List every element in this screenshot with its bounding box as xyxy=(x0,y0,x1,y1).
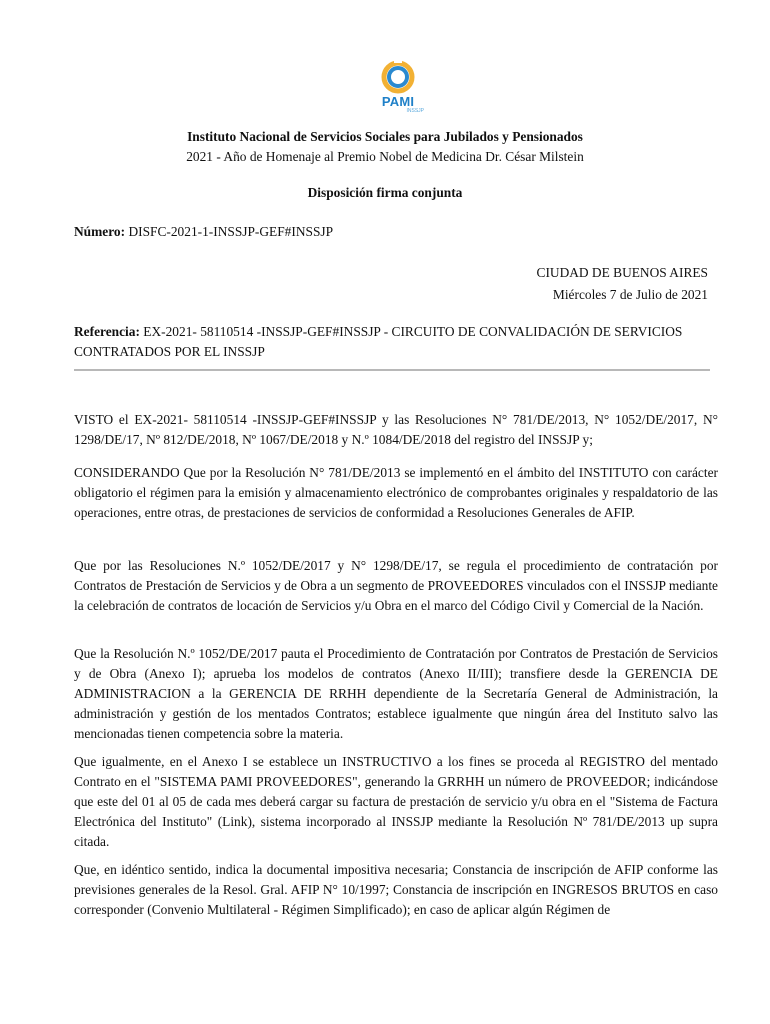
paragraph-anexo: Que la Resolución N.º 1052/DE/2017 pauta el Procedimiento de Contratación por Contratos de Prestación de Servicios y de Obra (Anexo I); aprueba los modelos de contratos (Anexo II/III); transfiere desde la GERENCIA DE ADMINISTRACION a la GERENCIA DE RRHH dependiente de la Secretaría General de Administración, la administración y gestión de los mentados Contratos; establece igualmente que ningún área del Instituto salvo las mencionadas tienen competencia sobre la materia. xyxy=(74,646,718,741)
document-type: Disposición firma conjunta xyxy=(307,185,463,200)
section-divider xyxy=(74,369,710,371)
pami-logo xyxy=(372,58,424,118)
paragraph-documental: Que, en idéntico sentido, indica la documental impositiva necesaria; Constancia de inscripción de AFIP conforme las previsiones generales de la Resol. Gral. AFIP N° 10/1997; Constancia de inscripción en INGRESOS BRUTOS en caso corresponder (Convenio Multilateral - Régimen Simplificado); en caso de aplicar algún Régimen de xyxy=(74,862,718,917)
logo-brand-text: PAMI xyxy=(381,94,415,109)
date: Miércoles 7 de Julio de 2021 xyxy=(552,287,708,302)
number-label: Número: xyxy=(74,224,126,239)
reference-line-2: CONTRATADOS POR EL INSSJP xyxy=(74,344,265,359)
paragraph-instructivo: Que igualmente, en el Anexo I se establece un INSTRUCTIVO a los fines se proceda al REGISTRO del mentado Contrato en el "SISTEMA PAMI PROVEEDORES", generando la GRRHH un número de PROVEEDOR; indicándose que este del 01 al 05 de cada mes deberá cargar su factura de prestación de servicio y/u obra en el "Sistema de Factura Electrónica del Instituto" (Link), sistema incorporado al INSSJP mediante la Resolución Nº 781/DE/2013 up supra citada. xyxy=(74,754,718,849)
year-motto: 2021 - Año de Homenaje al Premio Nobel de Medicina Dr. César Milstein xyxy=(186,149,584,164)
reference-label: Referencia: xyxy=(74,324,140,339)
city: CIUDAD DE BUENOS AIRES xyxy=(536,265,708,280)
reference-line-1 xyxy=(74,322,682,342)
pami-logo-icon xyxy=(372,58,424,98)
document-number xyxy=(74,222,333,242)
logo-sub-text: INSSJP xyxy=(406,108,424,114)
paragraph-resoluciones: Que por las Resoluciones N.º 1052/DE/2017 y N° 1298/DE/17, se regula el procedimiento de contratación por Contratos de Prestación de Servicios y de Obra a un segmento de PROVEEDORES vinculados con el INSSJP mediante la celebración de contratos de locación de Servicios y/u Obra en el marco del Código Civil y Comercial de la Nación. xyxy=(74,558,718,613)
paragraph-considerando: CONSIDERANDO Que por la Resolución N° 781/DE/2013 se implementó en el ámbito del INSTITUTO con carácter obligatorio el régimen para la emisión y almacenamiento electrónico de comprobantes originales y respaldatorio de las operaciones, entre otras, de prestaciones de servicios de conformidad a Resoluciones Generales de AFIP. xyxy=(74,465,718,520)
number-value: DISFC-2021-1-INSSJP-GEF#INSSJP xyxy=(128,224,334,239)
paragraph-visto: VISTO el EX-2021- 58110514 -INSSJP-GEF#INSSJP y las Resoluciones N° 781/DE/2013, N° 1052/DE/2017, N° 1298/DE/17, Nº 812/DE/2018, Nº 1067/DE/2018 y N.º 1084/DE/2018 del registro del INSSJP y; xyxy=(74,412,718,447)
institution-name: Instituto Nacional de Servicios Sociales para Jubilados y Pensionados xyxy=(187,129,583,144)
reference-text: EX-2021- 58110514 -INSSJP-GEF#INSSJP - CIRCUITO DE CONVALIDACIÓN DE SERVICIOS xyxy=(143,324,683,339)
